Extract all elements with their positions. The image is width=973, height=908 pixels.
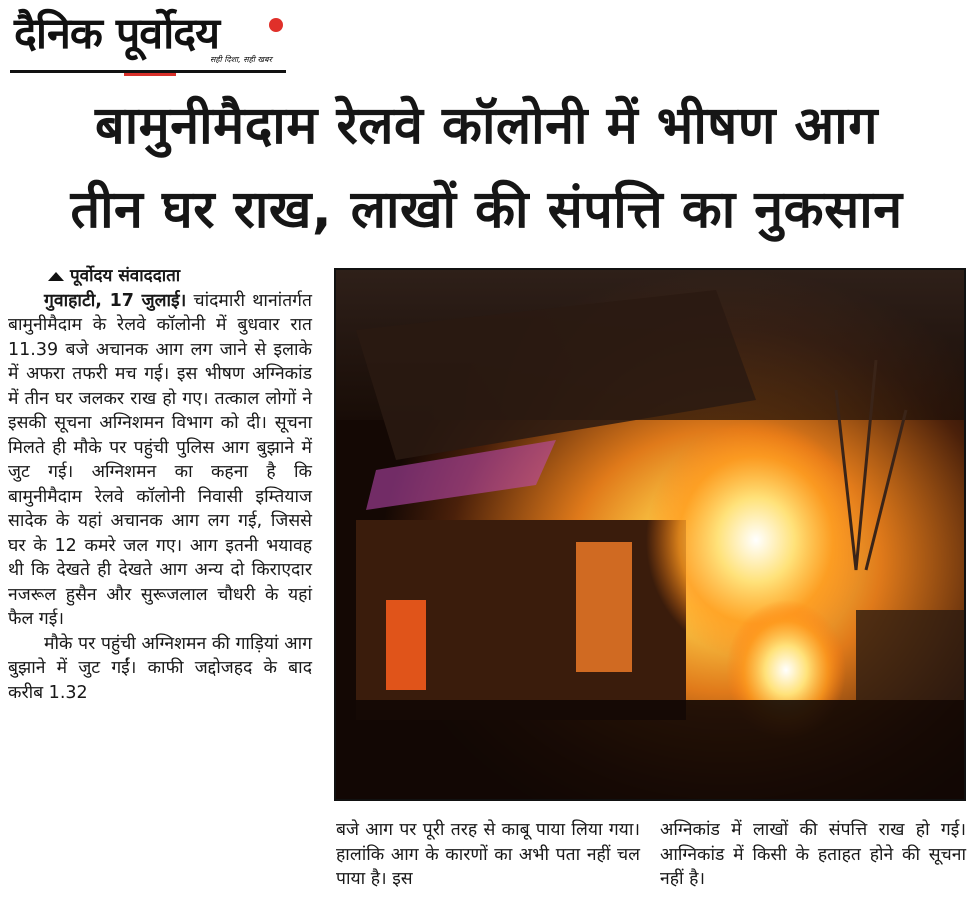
dateline: गुवाहाटी, 17 जुलाई। (44, 290, 187, 311)
fire-scene-image (336, 270, 964, 799)
masthead (10, 4, 286, 76)
article-column-1 (8, 264, 312, 705)
arrow-up-icon (48, 272, 64, 281)
headline-line-2: तीन घर राख, लाखों की संपत्ति का नुकसान (70, 180, 903, 240)
masthead-red-bar (124, 73, 176, 76)
article-paragraph-1 (8, 289, 312, 632)
headline (10, 84, 963, 252)
paragraph-1-text: चांदमारी थानांतर्गत बामुनीमैदाम के रेलवे कॉलोनी में बुधवार रात 11.39 बजे अचानक आग लग जाने से इलाके में अफरा तफरी मच गई। इस भीषण अग्निकांड में तीन घर जलकर राख हो गए। तत्काल लोगों ने इसकी सूचना अग्निशमन विभाग को दी। सूचना मिलते ही मौके पर पहुंची पुलिस आग बुझाने में जुट गई। अग्निशमन का कहना है कि बामुनीमैदाम रेलवे कॉलोनी निवासी इम्तियाज सादेक के यहां अचानक आग लग गई, जिससे घर के 12 कमरे जल गए। आग इतनी भयावह थी कि देखते ही देखते आग अन्य दो किराएदार नजरूल हुसैन और सुरूजलाल चौधरी के यहां फैल गई। (8, 290, 312, 629)
article-column-3: अग्निकांड में लाखों की संपत्ति राख हो गई। आग्निकांड में किसी के हताहत होने की सूचना नहीं है। (660, 820, 966, 889)
byline (8, 264, 312, 289)
masthead-title: दैनिक पूर्वोदय (14, 9, 220, 59)
masthead-dot-icon (269, 18, 283, 32)
masthead-tagline: सही दिशा, सही खबर (210, 55, 272, 64)
headline-line-1: बामुनीमैदाम रेलवे कॉलोनी में भीषण आग (95, 96, 878, 156)
article-column-2: बजे आग पर पूरी तरह से काबू पाया लिया गया। हालांकि आग के कारणों का अभी पता नहीं चल पाया है। इस (336, 820, 640, 889)
byline-text: पूर्वोदय संवाददाता (70, 266, 181, 286)
article-paragraph-2: मौके पर पहुंची अग्निशमन की गाड़ियां आग बुझाने में जुट गईं। काफी जद्दोजहद के बाद करीब 1.32 (8, 633, 312, 703)
fire-photo (334, 268, 966, 801)
